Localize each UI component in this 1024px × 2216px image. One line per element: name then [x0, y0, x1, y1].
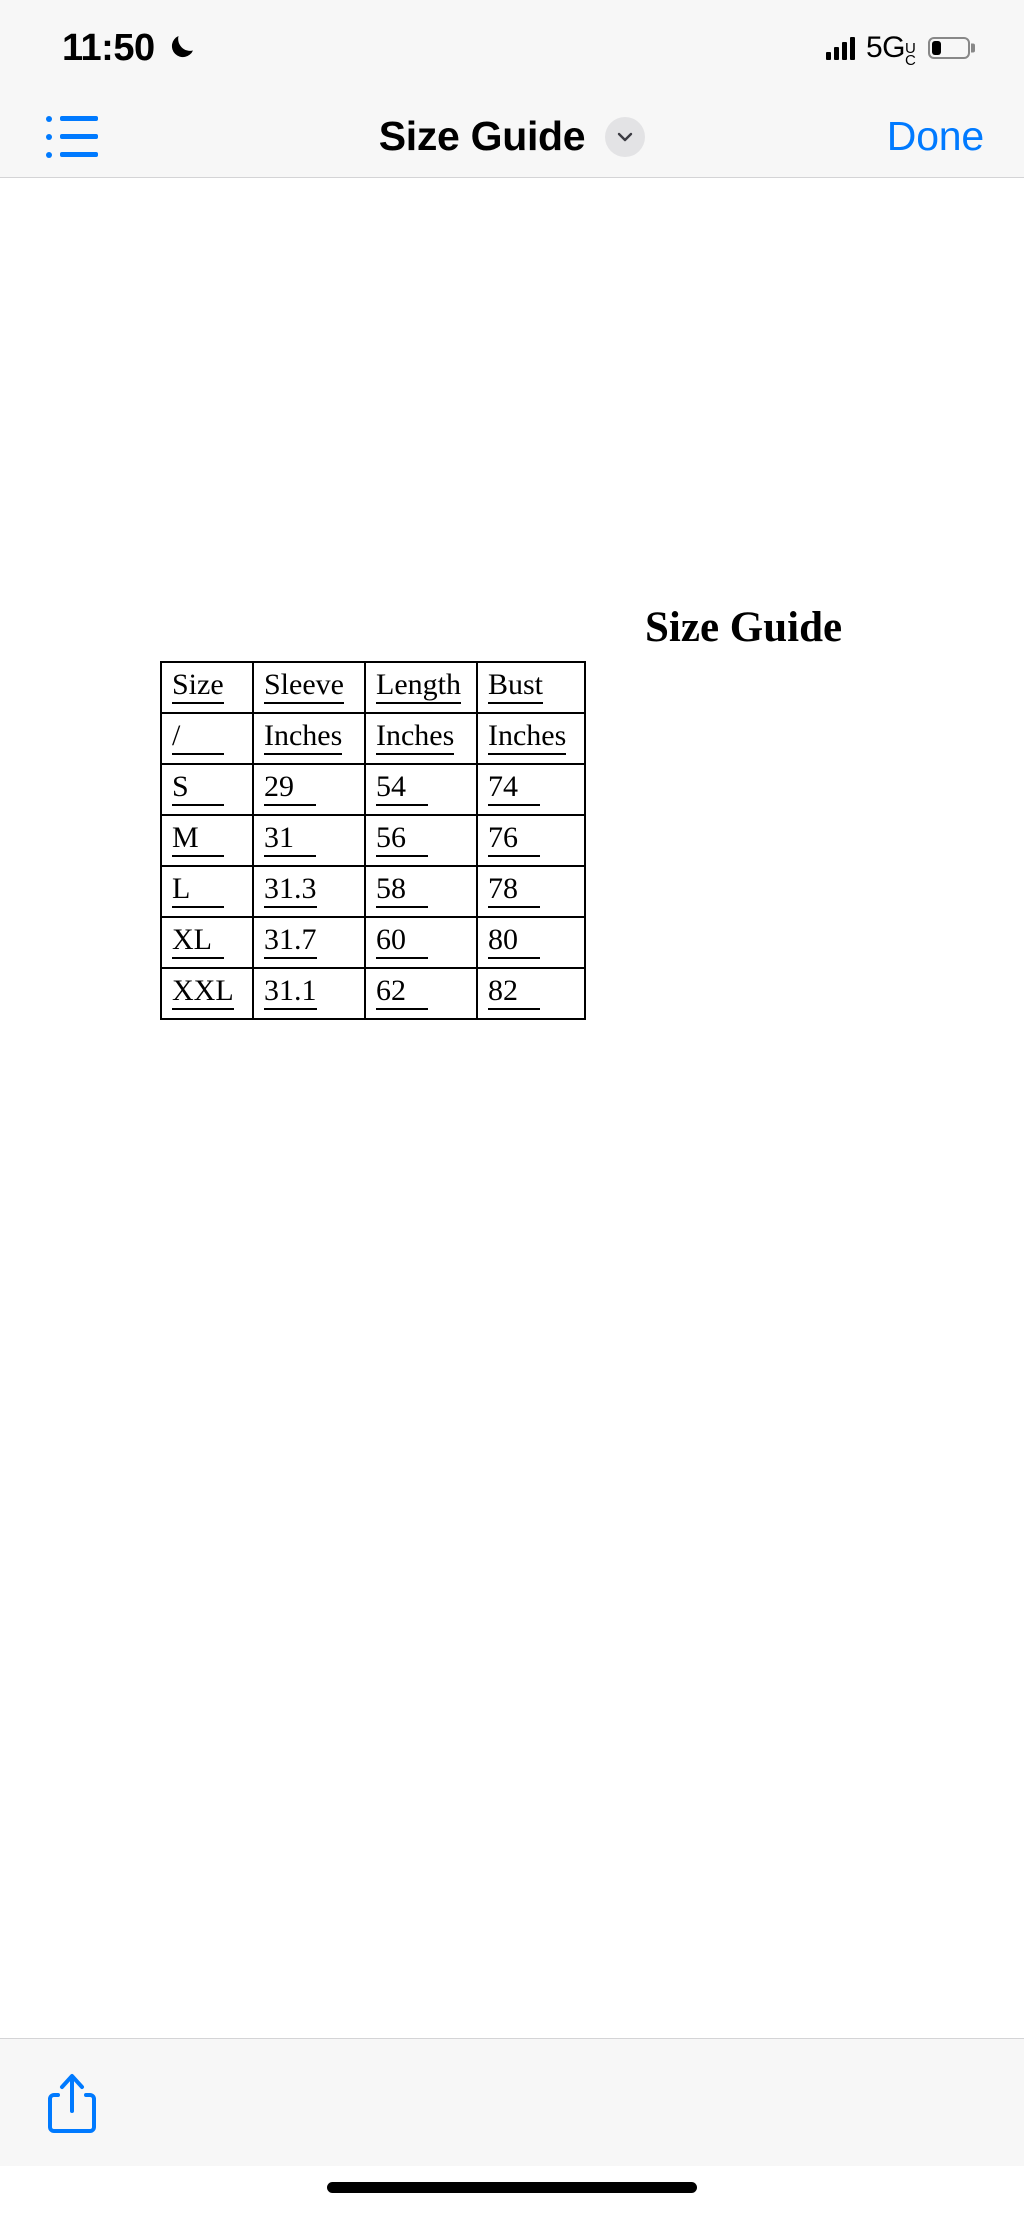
- status-time: 11:50: [62, 26, 155, 69]
- battery-low-icon: [928, 37, 970, 59]
- table-cell: Inches: [376, 719, 454, 755]
- table-cell: 58: [376, 872, 428, 908]
- table-cell: 54: [376, 770, 428, 806]
- chevron-down-icon[interactable]: [605, 117, 645, 157]
- table-cell: XL: [172, 923, 224, 959]
- status-bar-left: [62, 27, 199, 70]
- table-cell: Bust: [488, 668, 543, 704]
- table-row: [161, 866, 585, 917]
- table-row: [161, 764, 585, 815]
- size-guide-heading: Size Guide: [645, 604, 843, 651]
- table-cell: Length: [376, 668, 461, 704]
- table-cell: 74: [488, 770, 540, 806]
- bottom-toolbar: [0, 2038, 1024, 2166]
- navigation-bar: [0, 96, 1024, 178]
- table-row-header: [161, 662, 585, 713]
- table-cell: 62: [376, 974, 428, 1010]
- table-cell: 31.1: [264, 974, 317, 1010]
- nav-title-group: [0, 113, 1024, 160]
- size-guide-table: [160, 661, 586, 1020]
- table-cell: S: [172, 770, 224, 806]
- table-cell: 80: [488, 923, 540, 959]
- table-cell: L: [172, 872, 224, 908]
- table-cell: 31.3: [264, 872, 317, 908]
- moon-icon: [167, 30, 199, 67]
- cellular-signal-icon: [826, 36, 855, 60]
- table-cell: Size: [172, 668, 224, 704]
- table-cell: Inches: [488, 719, 566, 755]
- table-cell: XXL: [172, 974, 234, 1010]
- table-cell: 29: [264, 770, 316, 806]
- table-cell: 82: [488, 974, 540, 1010]
- share-icon[interactable]: [46, 2071, 98, 2135]
- carrier-label: 5G U C: [865, 31, 916, 69]
- table-cell: 76: [488, 821, 540, 857]
- table-cell: 78: [488, 872, 540, 908]
- reader-view-icon[interactable]: [46, 116, 98, 158]
- page-title: Size Guide: [378, 113, 586, 159]
- home-indicator[interactable]: [327, 2182, 697, 2193]
- table-row: [161, 917, 585, 968]
- done-button[interactable]: Done: [886, 113, 984, 159]
- table-row: [161, 815, 585, 866]
- table-cell: Sleeve: [264, 668, 344, 704]
- table-cell: 60: [376, 923, 428, 959]
- home-indicator-area: [0, 2166, 1024, 2216]
- status-bar-right: [826, 31, 970, 69]
- table-cell: 31.7: [264, 923, 317, 959]
- table-cell: /: [172, 719, 224, 755]
- table-cell: 31: [264, 821, 316, 857]
- table-cell: Inches: [264, 719, 342, 755]
- table-row-units: [161, 713, 585, 764]
- table-row: [161, 968, 585, 1019]
- table-cell: M: [172, 821, 224, 857]
- reader-content: [0, 178, 1024, 2038]
- table-cell: 56: [376, 821, 428, 857]
- status-bar: [0, 0, 1024, 96]
